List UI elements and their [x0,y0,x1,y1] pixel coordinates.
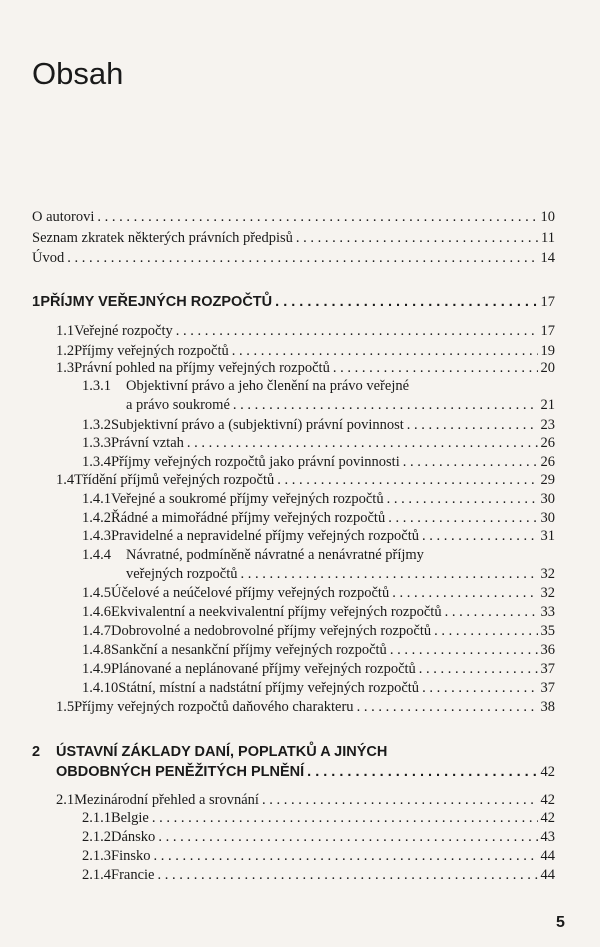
toc-entry[interactable] [0,470,555,490]
leader-dots [445,602,538,622]
toc-page: 30 [540,510,555,526]
toc-entry[interactable] [0,678,555,698]
chapter-heading[interactable] [0,742,555,762]
toc-label: Úvod [32,250,65,266]
toc-label: Účelové a neúčelové příjmy veřejných rozpočtů [111,585,390,601]
section-number: 1.5 [56,699,75,715]
toc-entry[interactable] [0,321,555,341]
toc-label: Dánsko [111,829,156,845]
section-number: 1.4.9 [82,661,111,677]
toc-page: 32 [540,585,555,601]
leader-dots [419,659,538,679]
section-number: 1.4.1 [82,491,111,507]
section-number: 1.4.5 [82,585,111,601]
section-number: 2.1.2 [82,829,111,845]
toc-entry[interactable] [0,640,555,660]
toc-label: Příjmy veřejných rozpočtů jako právní povinnosti [111,454,400,470]
leader-dots [357,697,538,717]
leader-dots [262,790,538,810]
toc-page: 36 [540,642,555,658]
toc-entry[interactable] [0,865,555,885]
toc-page: 20 [540,360,555,376]
toc-page: 44 [540,848,555,864]
toc-label: Příjmy veřejných rozpočtů [74,343,229,359]
chapter-title: PŘÍJMY VEŘEJNÝCH ROZPOČTŮ [40,294,273,310]
toc-page: 37 [540,680,555,696]
section-number: 1.4.4 [82,547,111,563]
toc-page: 26 [540,454,555,470]
toc-entry[interactable] [0,545,555,565]
toc-page: 17 [540,294,555,310]
toc-entry[interactable] [0,358,555,378]
toc-page: 30 [540,491,555,507]
toc-entry[interactable] [0,207,555,227]
leader-dots [176,321,538,341]
section-number: 2.1.4 [82,867,111,883]
page-number: 5 [556,914,565,931]
toc-page: 42 [540,810,555,826]
section-number: 1.4.10 [82,680,119,696]
section-number: 1.3.1 [82,378,111,394]
section-number: 1.4.8 [82,642,111,658]
toc-entry[interactable] [0,808,555,828]
toc-page: 35 [540,623,555,639]
chapter-heading[interactable] [0,292,555,312]
toc-entry[interactable] [0,508,555,528]
toc-label: Řádné a mimořádné příjmy veřejných rozpočtů [111,510,386,526]
toc-page: 42 [540,792,555,808]
section-number: 1.3.2 [82,417,111,433]
chapter-title-line1: ÚSTAVNÍ ZÁKLADY DANÍ, POPLATKŮ A JINÝCH [56,744,388,760]
toc-label: Francie [111,867,155,883]
section-number: 1.3.3 [82,435,111,451]
section-number: 1.3.4 [82,454,111,470]
toc-page: 43 [540,829,555,845]
toc-entry[interactable] [0,602,555,622]
section-number: 1.4.7 [82,623,111,639]
section-number: 1.4.2 [82,510,111,526]
section-number: 1.4 [56,472,75,488]
toc-page: 32 [540,566,555,582]
chapter-number: 2 [32,744,41,760]
toc-page: 37 [540,661,555,677]
toc-entry[interactable] [0,415,555,435]
chapter-heading-continuation[interactable] [0,762,555,782]
toc-label: Seznam zkratek některých právních předpisů [32,230,293,246]
toc-entry[interactable] [0,452,555,472]
toc-entry[interactable] [0,583,555,603]
toc-label: Belgie [111,810,149,826]
toc-page: 19 [540,343,555,359]
toc-page: 26 [540,435,555,451]
leader-dots [333,358,538,378]
toc-label: a právo soukromé [126,397,230,413]
leader-dots [422,678,537,698]
leader-dots [241,564,538,584]
leader-dots [422,526,537,546]
leader-dots [157,865,537,885]
toc-label: Právní vztah [111,435,184,451]
toc-entry-continuation[interactable] [0,395,555,415]
toc-label: Pravidelné a nepravidelné příjmy veřejných rozpočtů [111,528,420,544]
toc-label: Veřejné rozpočty [74,323,173,339]
section-number: 2.1.3 [82,848,111,864]
leader-dots [233,395,538,415]
toc-entry[interactable] [0,433,555,453]
toc-page: 38 [540,699,555,715]
toc-label: Dobrovolné a nedobrovolné příjmy veřejných rozpočtů [111,623,432,639]
leader-dots [275,292,537,312]
toc-entry[interactable] [0,659,555,679]
toc-page: 21 [540,397,555,413]
toc-entry-continuation[interactable] [0,564,555,584]
toc-page: 17 [540,323,555,339]
leader-dots [392,583,537,603]
toc-label: O autorovi [32,209,95,225]
toc-page: 10 [540,209,555,225]
leader-dots [296,228,538,248]
leader-dots [154,846,538,866]
leader-dots [187,433,538,453]
toc-label: Plánované a neplánované příjmy veřejných rozpočtů [111,661,416,677]
toc-page: 23 [540,417,555,433]
toc-label: Ekvivalentní a neekvivalentní příjmy veřejných rozpočtů [111,604,442,620]
chapter-title: OBDOBNÝCH PENĚŽITÝCH PLNĚNÍ [56,764,305,780]
chapter-number: 1 [32,294,41,310]
leader-dots [388,508,537,528]
leader-dots [387,489,538,509]
toc-label-line1: Objektivní právo a jeho členění na právo veřejné [126,378,410,394]
leader-dots [277,470,537,490]
toc-entry[interactable] [0,248,555,268]
section-number: 2.1 [56,792,75,808]
section-number: 1.4.3 [82,528,111,544]
toc-page: 44 [540,867,555,883]
toc-entry[interactable] [0,827,555,847]
toc-label-line1: Návratné, podmíněně návratné a nenávratné příjmy [126,547,424,563]
toc-label: Třídění příjmů veřejných rozpočtů [74,472,275,488]
toc-entry[interactable] [0,697,555,717]
toc-entry[interactable] [0,228,555,248]
leader-dots [403,452,538,472]
toc-entry[interactable] [0,489,555,509]
leader-dots [434,621,537,641]
toc-label: Veřejné a soukromé příjmy veřejných rozpočtů [111,491,384,507]
section-number: 1.3 [56,360,75,376]
toc-page: 11 [541,230,555,246]
section-number: 1.2 [56,343,75,359]
toc-label: Finsko [111,848,151,864]
leader-dots [67,248,537,268]
leader-dots [307,762,537,782]
section-number: 2.1.1 [82,810,111,826]
toc-label: Právní pohled na příjmy veřejných rozpočtů [74,360,330,376]
toc-entry[interactable] [0,790,555,810]
leader-dots [158,827,537,847]
leader-dots [407,415,538,435]
toc-label: Mezinárodní přehled a srovnání [74,792,259,808]
toc-label: Příjmy veřejných rozpočtů daňového charakteru [74,699,354,715]
leader-dots [390,640,538,660]
toc-page: 31 [540,528,555,544]
toc-page: 29 [540,472,555,488]
toc-label: Státní, místní a nadstátní příjmy veřejných rozpočtů [118,680,420,696]
toc-entry[interactable] [0,846,555,866]
leader-dots [152,808,538,828]
toc-label: Sankční a nesankční příjmy veřejných rozpočtů [111,642,387,658]
toc-page: 14 [540,250,555,266]
toc-page: 42 [540,764,555,780]
leader-dots [97,207,537,227]
toc-entry[interactable] [0,526,555,546]
toc-entry[interactable] [0,376,555,396]
toc-entry[interactable] [0,621,555,641]
toc-label: Subjektivní právo a (subjektivní) právní povinnost [111,417,404,433]
toc-label: veřejných rozpočtů [126,566,238,582]
toc-page: 33 [540,604,555,620]
section-number: 1.4.6 [82,604,111,620]
page-title: Obsah [32,56,124,91]
section-number: 1.1 [56,323,75,339]
